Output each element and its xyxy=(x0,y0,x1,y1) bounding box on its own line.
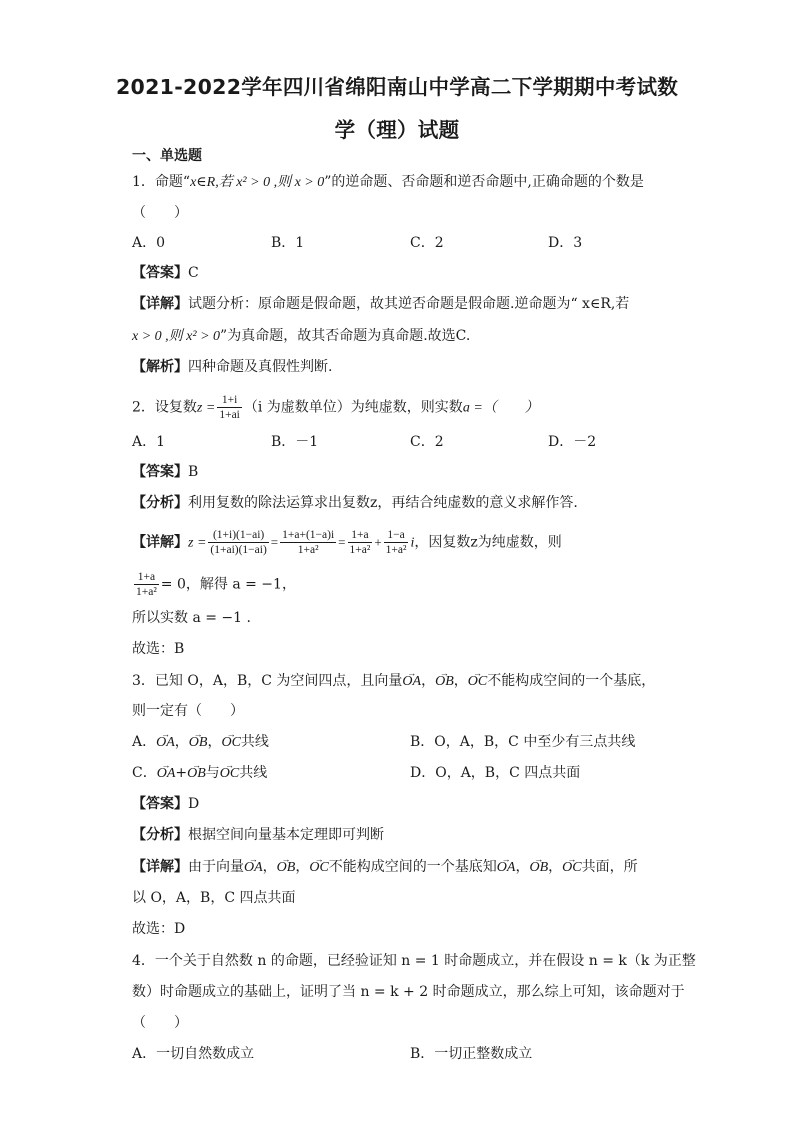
q1-option-d: D．3 xyxy=(548,235,583,251)
q1-jiexi: 【解析】四种命题及真假性判断. xyxy=(132,359,333,375)
q1-option-c: C．2 xyxy=(410,235,444,251)
q1-option-a: A．0 xyxy=(132,235,166,251)
q4-option-b: B．一切正整数成立 xyxy=(410,1046,533,1062)
q2-detail-line3: 所以实数 a = −1 . xyxy=(132,610,251,626)
q2-option-b: B．－1 xyxy=(271,434,319,450)
title-line2: 学（理）试题 xyxy=(334,118,460,142)
q4-stem-line3: （ ） xyxy=(132,1015,188,1031)
q3-detail-line2: 以 O，A，B，C 四点共面 xyxy=(132,890,296,906)
q3-stem-line1: 3．已知 O，A，B，C 为空间四点，且向量→ OA，→ OB，→ OC不能构成空间的一个基底， xyxy=(132,671,655,692)
q2-answer: 【答案】B xyxy=(132,464,199,480)
q3-conclusion: 故选：D xyxy=(132,921,186,937)
q1-detail-line1: 【详解】试题分析：原命题是假命题，故其逆否命题是假命题.逆命题为“ x∈R,若 xyxy=(132,296,630,312)
section-heading: 一、单选题 xyxy=(132,148,202,164)
q1-option-b: B．1 xyxy=(271,235,305,251)
q2-stem: 2．设复数z = $\frac{1+i}{1+ai}$ （i 为虚数单位）为纯虚数，则实数a =（ ） xyxy=(132,394,539,421)
q2-conclusion: 故选：B xyxy=(132,641,185,657)
q2-option-a: A．1 xyxy=(132,434,166,450)
q3-detail-line1: 【详解】由于向量→ OA，→ OB，→ OC不能构成空间的一个基底知→ OA，→ OB，→ OC共面，所 xyxy=(132,857,638,878)
q3-analysis: 【分析】根据空间向量基本定理即可判断 xyxy=(132,827,384,843)
q3-option-c: C．→ OA+→ OB与→ OC共线 xyxy=(132,763,267,784)
q3-stem-line2: 则一定有（ ） xyxy=(132,703,244,719)
q2-detail-line2: $\frac{1+a}{\text{1+a²}}$ = 0，解得 a = −1， xyxy=(136,571,296,598)
q3-option-b: B．O，A，B，C 中至少有三点共线 xyxy=(410,734,636,750)
q4-stem-line1: 4．一个关于自然数 n 的命题，已经验证知 n = 1 时命题成立，并在假设 n = k（k 为正整 xyxy=(132,953,696,969)
q2-analysis: 【分析】利用复数的除法运算求出复数z，再结合纯虚数的意义求解作答. xyxy=(132,495,578,511)
q1-answer: 【答案】C xyxy=(132,265,199,281)
q3-option-d: D．O，A，B，C 四点共面 xyxy=(410,765,581,781)
q1-stem-line2: （ ） xyxy=(132,205,188,221)
q3-option-a: A．→ OA，→ OB，→ OC共线 xyxy=(132,732,269,753)
q4-option-a: A．一切自然数成立 xyxy=(132,1046,255,1062)
q2-detail-line1: 【详解】z = $\frac{(1+i)(1-ai)}{(1+ai)(1-ai)}$ = $\frac{1+a+(1-a)i}{\text{1+a²}}$ = $\frac{1+a}{\text{1+a²}}$ + $\frac{1-a}{\text{1+a²}}$ i，因复数z为纯虚数，则 xyxy=(132,529,562,556)
q3-answer: 【答案】D xyxy=(132,796,200,812)
q1-stem-line1: 1．命题“x∈R,若 x² > 0 ,则 x > 0”的逆命题、否命题和逆否命题中,正确命题的个数是 xyxy=(132,174,644,190)
q4-stem-line2: 数）时命题成立的基础上，证明了当 n = k + 2 时命题成立，那么综上可知，该命题对于 xyxy=(132,984,685,1000)
title-line1: 2021-2022学年四川省绵阳南山中学高二下学期期中考试数 xyxy=(115,75,679,99)
q1-detail-line2: x > 0 ,则 x² > 0”为真命题，故其否命题为真命题.故选C. xyxy=(132,328,471,344)
q2-option-c: C．2 xyxy=(410,434,444,450)
q2-option-d: D．－2 xyxy=(548,434,597,450)
